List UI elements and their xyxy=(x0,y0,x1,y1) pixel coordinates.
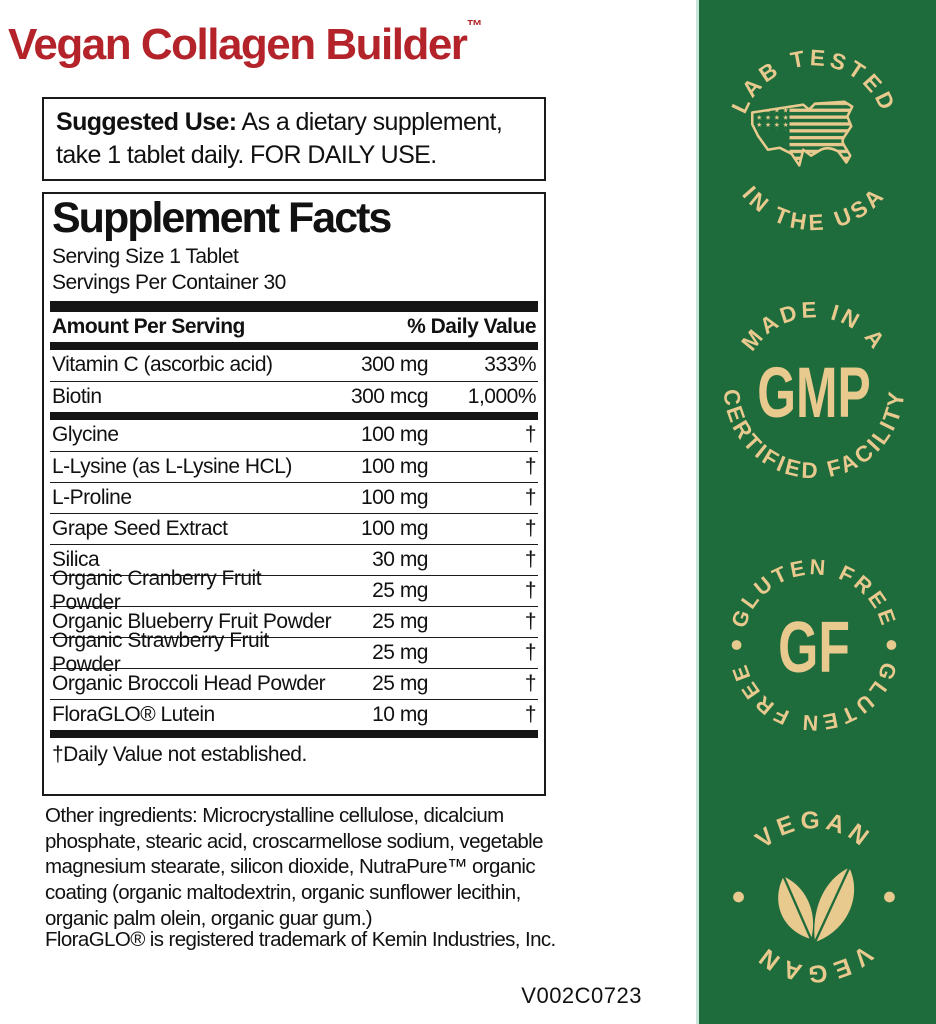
ingredient-daily-value: † xyxy=(524,516,536,540)
ingredient-amount: 25 mg xyxy=(372,640,428,664)
ingredient-daily-value: † xyxy=(524,578,536,602)
badge-right-dot xyxy=(884,892,895,903)
facts-header-row xyxy=(50,312,538,342)
divider-bar xyxy=(50,301,538,312)
trademark-symbol: ™ xyxy=(466,18,483,35)
ingredient-name: Organic Cranberry Fruit Powder xyxy=(52,566,262,614)
ingredient-amount: 100 mg xyxy=(360,454,428,478)
badge-bottom-text xyxy=(751,940,878,987)
ingredient-amount: 30 mg xyxy=(372,547,428,571)
ingredient-amount: 300 mg xyxy=(360,353,428,377)
ingredient-name: Silica xyxy=(52,547,100,571)
servings-per-container: Servings Per Container 30 xyxy=(52,270,286,294)
table-row xyxy=(50,482,538,513)
badge-center-text: GMP xyxy=(757,353,871,434)
table-row xyxy=(50,668,538,699)
ingredient-name: Organic Blueberry Fruit Powder xyxy=(52,609,332,633)
badge-top-text: GLUTEN FREE xyxy=(725,554,903,631)
ingredient-daily-value: 1,000% xyxy=(467,384,536,408)
badge-left-dot xyxy=(732,640,742,650)
ingredient-name: Organic Broccoli Head Powder xyxy=(52,671,326,695)
daily-value-header: % Daily Value xyxy=(407,314,536,338)
ingredient-name: FloraGLO® Lutein xyxy=(52,702,215,726)
table-row xyxy=(50,451,538,482)
leaves-icon xyxy=(778,868,854,942)
ingredient-amount: 100 mg xyxy=(360,423,428,447)
ingredient-daily-value: † xyxy=(524,547,536,571)
facts-rows-other xyxy=(50,420,538,730)
badge-left-dot xyxy=(733,892,744,903)
suggested-use-text: As a dietary supplement, take 1 tablet daily. FOR DAILY USE. xyxy=(56,108,503,169)
other-ingredients-text: Other ingredients: Microcrystalline cellulose, dicalcium phosphate, stearic acid, croscarmellose sodium, vegetable magnesium stearate, silicon dioxide, NutraPure™ organic coating (organic maltodextrin, organic sunflower lecithin, organic palm olein, organic guar gum.) xyxy=(45,804,543,930)
trademark-note: FloraGLO® is registered trademark of Kemin Industries, Inc. xyxy=(45,928,556,951)
usa-map-icon xyxy=(752,99,858,168)
ingredient-name: Biotin xyxy=(52,384,102,408)
ingredient-name: Grape Seed Extract xyxy=(52,516,228,540)
ingredient-daily-value: † xyxy=(524,671,536,695)
ingredient-name: Organic Strawberry Fruit Powder xyxy=(52,628,269,676)
ingredient-name: L-Proline xyxy=(52,485,132,509)
ingredient-daily-value: 333% xyxy=(484,353,536,377)
suggested-use-label: Suggested Use: xyxy=(56,108,237,136)
ingredient-name: Glycine xyxy=(52,423,119,447)
suggested-use-box xyxy=(42,97,546,181)
ingredient-daily-value: † xyxy=(524,454,536,478)
svg-text:GLUTEN FREE: GLUTEN FREE xyxy=(725,659,903,736)
ingredient-amount: 10 mg xyxy=(372,702,428,726)
ingredient-amount: 300 mcg xyxy=(350,384,428,408)
ingredient-name: L-Lysine (as L-Lysine HCL) xyxy=(52,454,292,478)
ingredient-amount: 100 mg xyxy=(360,516,428,540)
table-row xyxy=(50,420,538,451)
lab-tested-usa-badge xyxy=(716,40,912,236)
amount-per-serving-header: Amount Per Serving xyxy=(52,314,245,338)
badge-right-dot xyxy=(887,640,897,650)
page-title xyxy=(8,18,688,70)
table-row xyxy=(50,699,538,730)
badge-bottom-text: IN THE USA xyxy=(737,181,891,236)
table-row xyxy=(50,350,538,381)
table-row xyxy=(50,513,538,544)
ingredient-amount: 25 mg xyxy=(372,578,428,602)
table-row xyxy=(50,566,538,614)
lot-code: V002C0723 xyxy=(521,983,642,1008)
ingredient-amount: 25 mg xyxy=(372,671,428,695)
table-row xyxy=(50,628,538,676)
divider-bar xyxy=(50,730,538,738)
supplement-facts-title: Supplement Facts xyxy=(52,194,391,242)
divider-bar xyxy=(50,342,538,350)
ingredient-daily-value: † xyxy=(524,640,536,664)
badge-top-text: VEGAN xyxy=(750,807,878,855)
ingredient-amount: 100 mg xyxy=(360,485,428,509)
certification-sidebar xyxy=(696,0,936,1024)
ingredient-name: Vitamin C (ascorbic acid) xyxy=(52,353,273,377)
badge-bottom-text: CERTIFIED FACILITY xyxy=(718,387,910,484)
badge-center-text: GF xyxy=(778,607,850,689)
ingredient-daily-value: † xyxy=(524,702,536,726)
table-row xyxy=(50,381,538,412)
ingredient-daily-value: † xyxy=(524,423,536,447)
serving-size: Serving Size 1 Tablet xyxy=(52,245,239,268)
gluten-free-badge xyxy=(716,547,912,743)
facts-rows-main xyxy=(50,350,538,412)
ingredient-daily-value: † xyxy=(524,609,536,633)
badge-top-text: LAB TESTED xyxy=(726,45,902,117)
vegan-badge xyxy=(716,799,912,995)
ingredient-daily-value: † xyxy=(524,485,536,509)
supplement-facts-panel xyxy=(42,192,546,796)
badge-top-text: MADE IN A xyxy=(736,297,892,356)
svg-text:VEGAN: VEGAN xyxy=(750,939,878,987)
divider-bar xyxy=(50,412,538,420)
ingredient-amount: 25 mg xyxy=(372,609,428,633)
gmp-badge xyxy=(716,290,912,486)
page-title-text: Vegan Collagen Builder xyxy=(8,20,467,69)
daily-value-footnote: †Daily Value not established. xyxy=(52,742,307,766)
